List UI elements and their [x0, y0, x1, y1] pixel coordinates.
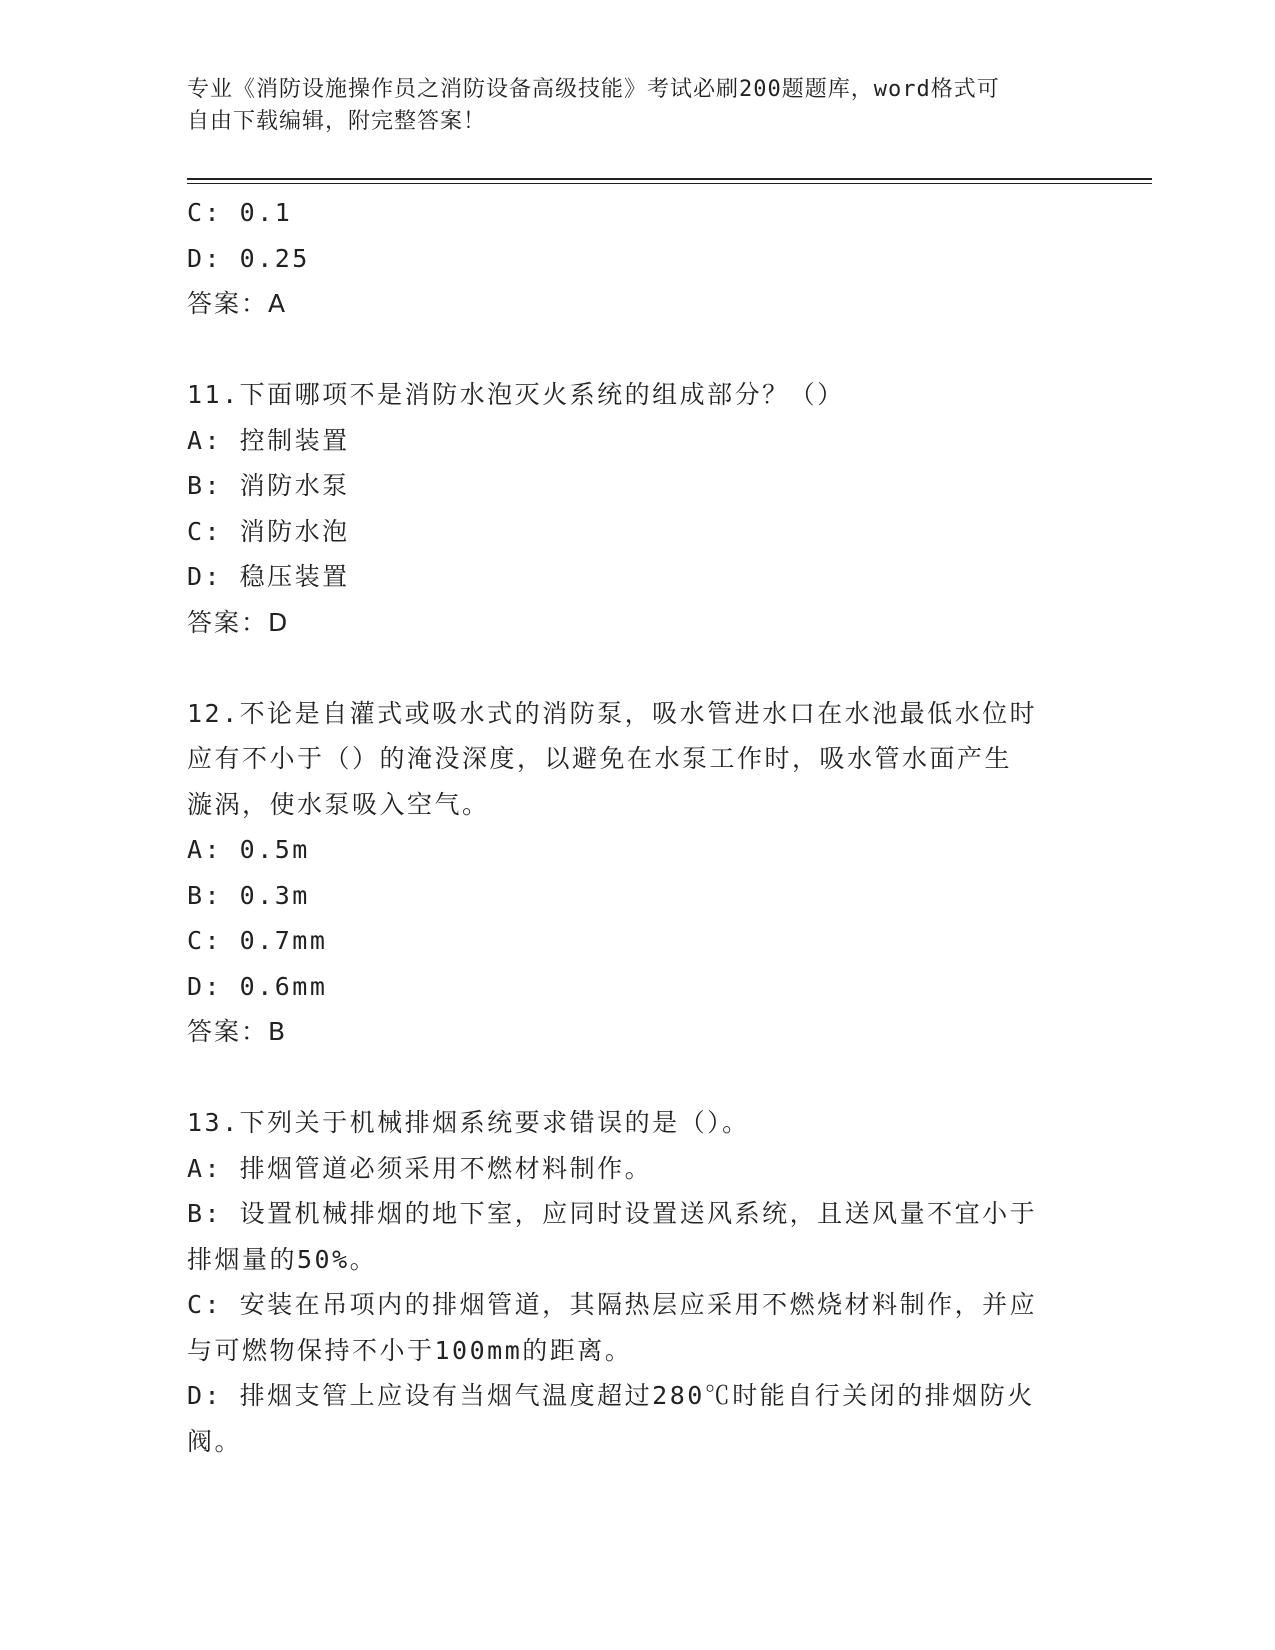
option-a: A: 0.5m: [187, 835, 310, 864]
question-stem: 13.下列关于机械排烟系统要求错误的是（）。: [187, 1108, 750, 1137]
header-divider-thin: [187, 183, 1152, 184]
option-c-line-2: 与可燃物保持不小于100mm的距离。: [187, 1335, 633, 1365]
header-line-1: 专业《消防设施操作员之消防设备高级技能》考试必刷200题题库，word格式可: [187, 77, 1000, 102]
option-d: D: 0.6mm: [187, 971, 328, 1001]
option-c: C: 消防水泡: [187, 516, 350, 546]
question-13: [187, 1100, 1087, 1464]
option-b: B: 消防水泵: [187, 471, 350, 500]
question-11: [187, 372, 1087, 645]
answer: 答案：B: [187, 1017, 288, 1046]
spacer: [187, 327, 1087, 373]
option-d: D: 稳压装置: [187, 562, 350, 591]
spacer: [187, 1055, 1087, 1101]
question-stem-line-1: 12.不论是自灌式或吸水式的消防泵，吸水管进水口在水池最低水位时: [187, 698, 1038, 728]
document-header: [187, 74, 1067, 138]
option-d-line-2: 阀。: [187, 1426, 243, 1456]
option-a: A: 控制装置: [187, 425, 350, 455]
question-stem-line-2: 应有不小于（）的淹没深度，以避免在水泵工作时，吸水管水面产生: [187, 744, 1013, 773]
question-stem: 11.下面哪项不是消防水泡灭火系统的组成部分？（）: [187, 380, 845, 409]
option-d-line-1: D: 排烟支管上应设有当烟气温度超过280℃时能自行关闭的排烟防火: [187, 1381, 1035, 1410]
option-c: C: 0.1: [187, 198, 293, 227]
question-content: [187, 190, 1087, 1464]
question-10-continued: [187, 190, 1087, 327]
question-12: [187, 691, 1087, 1055]
header-line-2: 自由下载编辑，附完整答案！: [187, 109, 487, 134]
option-c: C: 0.7mm: [187, 926, 328, 955]
question-stem-line-3: 漩涡，使水泵吸入空气。: [187, 789, 490, 819]
option-b-line-1: B: 设置机械排烟的地下室，应同时设置送风系统，且送风量不宜小于: [187, 1199, 1038, 1228]
option-a: A: 排烟管道必须采用不燃材料制作。: [187, 1153, 653, 1183]
answer: 答案：D: [187, 607, 290, 637]
option-b-line-2: 排烟量的50%。: [187, 1244, 378, 1274]
option-c-line-1: C: 安装在吊项内的排烟管道，其隔热层应采用不燃烧材料制作，并应: [187, 1290, 1038, 1319]
header-divider-thick: [187, 178, 1152, 180]
option-d: D: 0.25: [187, 243, 310, 273]
answer: 答案：A: [187, 289, 288, 318]
option-b: B: 0.3m: [187, 880, 310, 910]
spacer: [187, 645, 1087, 691]
